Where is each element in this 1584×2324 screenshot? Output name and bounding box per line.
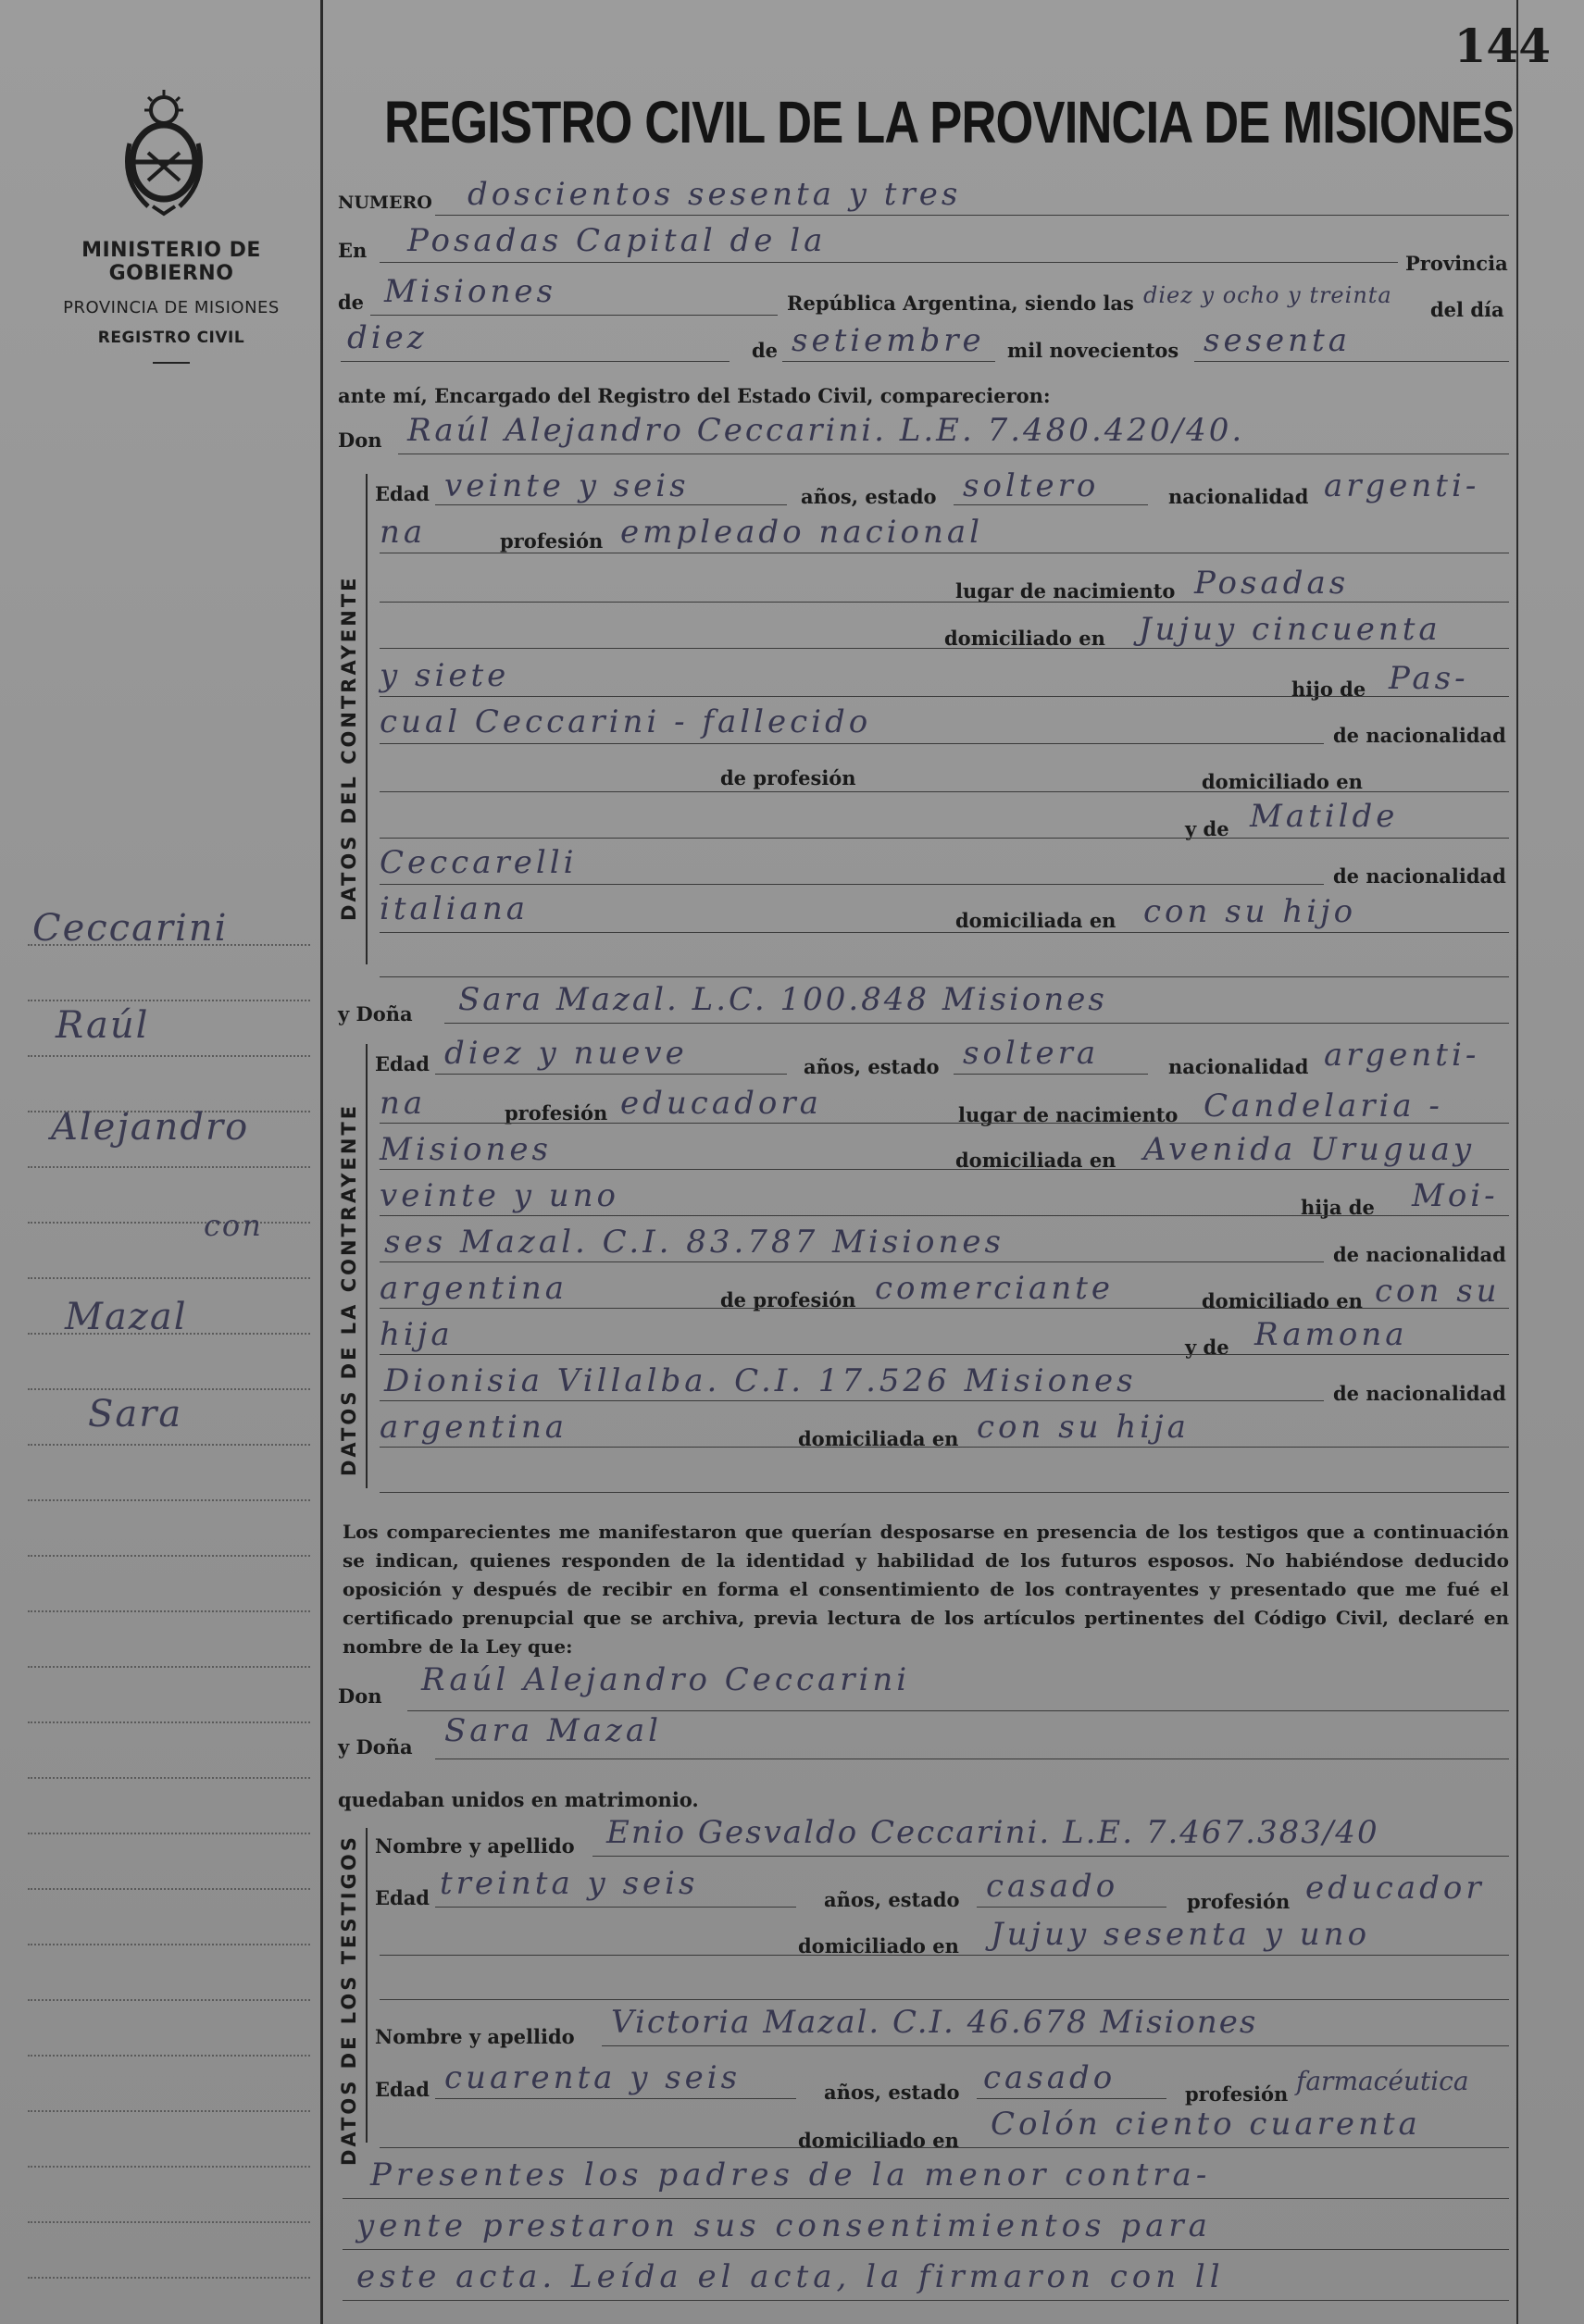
label-edad: Edad — [375, 482, 430, 505]
groom-section-label: DATOS DEL CONTRAYENTE — [338, 575, 360, 921]
label-decl-dona: y Doña — [338, 1735, 413, 1759]
rule — [602, 2045, 1509, 2046]
rule — [435, 215, 1509, 216]
label-de-mes: de — [752, 339, 779, 362]
rule — [977, 1907, 1166, 1908]
entry-f-estado: soltera — [963, 1035, 1100, 1072]
rule — [954, 504, 1148, 505]
entry-dia: diez — [347, 319, 428, 356]
entry-padre: cual Ceccarini - fallecido — [380, 703, 872, 740]
label-decl-don: Don — [338, 1684, 382, 1708]
rule — [380, 1955, 1509, 1956]
label-en: En — [338, 239, 368, 262]
entry-dona: Sara Mazal. L.C. 100.848 Misiones — [458, 981, 1107, 1018]
entry-t1-nombre: Enio Gesvaldo Ceccarini. L.E. 7.467.383/40 — [606, 1814, 1379, 1851]
entry-edad: veinte y seis — [444, 467, 690, 504]
label-mil: mil novecientos — [1007, 339, 1179, 362]
bride-section-label: DATOS DE LA CONTRAYENTE — [338, 1102, 360, 1476]
entry-t2-dom: Colón ciento cuarenta — [991, 2106, 1421, 2143]
label-padre-dom: domiciliado en — [1202, 770, 1363, 793]
rule — [380, 1123, 1509, 1124]
entry-madre: Matilde — [1250, 798, 1399, 835]
entry-mes: setiembre — [792, 322, 985, 359]
entry-lugar-nac: Posadas — [1194, 565, 1350, 602]
label-profesion: profesión — [500, 529, 604, 553]
entry-domicilio: Jujuy cincuenta — [1139, 611, 1441, 648]
entry-f-padre-nac: argentina — [380, 1270, 568, 1307]
entry-provincia: Misiones — [384, 273, 556, 310]
rule — [380, 262, 1398, 263]
declaration-text: Los comparecientes me manifestaron que querían desposarse en presencia de los testigos que a continuación se indican, quienes responden de la identidad y habilidad de los futuros esposos. No habiéndose deducido oposición y después de recibir en forma el consentimiento de los contrayentes y presentado que me fué el certificado prenupcial que se archiva, previa lectura de los artículos pertinentes del Código Civil, declaré en nombre de la Ley que: — [343, 1521, 1509, 1658]
rule — [343, 2300, 1509, 2301]
label-t2-dom: domiciliado en — [798, 2129, 959, 2152]
observation-line-1: Presentes los padres de la menor contra- — [370, 2156, 1212, 2194]
label-y-dona: y Doña — [338, 1002, 413, 1025]
label-t2-prof: profesión — [1185, 2082, 1289, 2106]
entry-en: Posadas Capital de la — [407, 222, 827, 259]
label-f-domiciliada: domiciliada en — [955, 1149, 1116, 1172]
label-f-lugar: lugar de nacimiento — [958, 1103, 1179, 1126]
entry-t2-estado: casado — [983, 2059, 1116, 2096]
label-padre-nac: de nacionalidad — [1333, 724, 1506, 747]
label-hija-de: hija de — [1301, 1196, 1375, 1219]
label-anos-estado: años, estado — [801, 485, 937, 508]
bride-bracket — [366, 1044, 368, 1488]
label-f-nacionalidad: nacionalidad — [1168, 1055, 1309, 1078]
rule — [380, 1447, 1509, 1448]
right-border — [1516, 0, 1518, 2324]
entry-f-padre-prof: comerciante — [875, 1270, 1114, 1307]
rule — [380, 2147, 1509, 2148]
label-ante: ante mí, Encargado del Registro del Estado Civil, comparecieron: — [338, 384, 1051, 407]
label-t1-estado: años, estado — [824, 1888, 960, 1911]
divider — [153, 362, 190, 364]
document-title: REGISTRO CIVIL DE LA PROVINCIA DE MISIONES — [384, 89, 1515, 155]
observation-line-3: este acta. Leída el acta, la firmaron con ll — [356, 2258, 1225, 2295]
entry-hora: diez y ocho y treinta — [1143, 282, 1392, 308]
office-name: REGISTRO CIVIL — [97, 329, 245, 347]
rule — [380, 1215, 1509, 1216]
label-f-profesion: profesión — [505, 1101, 608, 1125]
label-quedaban: quedaban unidos en matrimonio. — [338, 1788, 699, 1811]
rule — [1194, 361, 1509, 362]
entry-f-edad: diez y nueve — [444, 1035, 688, 1072]
label-f-padre-prof: de profesión — [720, 1288, 856, 1311]
coat-of-arms-icon — [120, 88, 208, 217]
label-t1-dom: domiciliado en — [798, 1934, 959, 1957]
entry-f-domicilio: Avenida Uruguay — [1143, 1131, 1476, 1168]
rule — [380, 838, 1509, 839]
entry-numero: doscientos sesenta y tres — [468, 176, 962, 213]
rule — [380, 1308, 1509, 1309]
entry-t1-prof: educador — [1305, 1870, 1485, 1907]
entry-decl-dona: Sara Mazal — [444, 1712, 663, 1749]
label-del-dia: del día — [1430, 298, 1504, 321]
entry-f-lugar-2: Misiones — [380, 1131, 552, 1168]
rule — [380, 1492, 1509, 1493]
rule — [380, 602, 1509, 603]
entry-f-domicilio-2: veinte y uno — [380, 1177, 619, 1214]
label-nacionalidad: nacionalidad — [1168, 485, 1309, 508]
entry-hijo-de: Pas- — [1389, 660, 1469, 697]
label-t2-estado: años, estado — [824, 2081, 960, 2104]
rule — [407, 1710, 1509, 1711]
entry-t2-edad: cuarenta y seis — [444, 2059, 742, 2096]
province-name: PROVINCIA DE MISIONES — [63, 298, 280, 317]
entry-madre-nac: italiana — [380, 890, 529, 927]
label-lugar-nac: lugar de nacimiento — [955, 579, 1176, 603]
entry-f-nacionalidad-2: na — [380, 1085, 427, 1122]
label-f-y-de: y de — [1185, 1336, 1229, 1359]
label-f-edad: Edad — [375, 1052, 430, 1075]
groom-bracket — [366, 474, 368, 964]
rule — [977, 2098, 1166, 2099]
entry-f-profesion: educadora — [620, 1085, 822, 1122]
rule — [380, 648, 1509, 649]
entry-f-padre: ses Mazal. C.I. 83.787 Misiones — [384, 1224, 1004, 1261]
entry-nacionalidad: argenti- — [1324, 467, 1480, 504]
entry-t2-prof: farmacéutica — [1296, 2066, 1469, 2096]
margin-note-second-name: Alejandro — [51, 1106, 250, 1149]
margin-note-first-name: Raúl — [56, 1004, 150, 1047]
entry-t1-dom: Jujuy sesenta y uno — [991, 1916, 1371, 1953]
rule — [341, 361, 730, 362]
label-f-anos-estado: años, estado — [804, 1055, 940, 1078]
entry-madre-2: Ceccarelli — [380, 844, 578, 881]
folio-number: 144 — [1453, 19, 1551, 73]
rule — [435, 1907, 796, 1908]
label-padre-prof: de profesión — [720, 766, 856, 789]
entry-profesion: empleado nacional — [620, 514, 984, 551]
label-y-de: y de — [1185, 817, 1229, 840]
entry-t2-nombre: Victoria Mazal. C.I. 46.678 Misiones — [611, 2004, 1258, 2041]
label-t2-nombre: Nombre y apellido — [375, 2025, 575, 2048]
rule — [592, 1856, 1509, 1857]
ministry-heading — [19, 239, 324, 364]
entry-t1-estado: casado — [986, 1868, 1119, 1905]
rule — [782, 361, 995, 362]
entry-f-madre-nac: argentina — [380, 1409, 568, 1446]
rule — [380, 1400, 1324, 1401]
label-t1-edad: Edad — [375, 1886, 430, 1909]
entry-f-madre-dom: con su hija — [977, 1409, 1190, 1446]
rule — [380, 976, 1509, 977]
entry-estado: soltero — [963, 467, 1100, 504]
rule — [444, 1023, 1509, 1024]
rule — [435, 504, 787, 505]
rule — [380, 932, 1509, 933]
entry-madre-dom: con su hijo — [1143, 893, 1357, 930]
label-t2-edad: Edad — [375, 2078, 430, 2101]
entry-f-padre-dom-2: hija — [380, 1316, 454, 1353]
entry-t1-edad: treinta y seis — [440, 1865, 699, 1902]
witnesses-bracket — [366, 1828, 368, 2143]
rule — [380, 1354, 1509, 1355]
rule — [343, 2249, 1509, 2250]
entry-domicilio-2: y siete — [380, 657, 510, 694]
rule — [435, 1074, 787, 1075]
label-f-padre-dom: domiciliado en — [1202, 1289, 1363, 1312]
witnesses-section-label: DATOS DE LOS TESTIGOS — [338, 1834, 360, 2166]
margin-note-spouse-name: Sara — [88, 1393, 183, 1435]
entry-f-nacionalidad: argenti- — [1324, 1037, 1480, 1074]
rule — [380, 884, 1324, 885]
entry-f-madre: Ramona — [1254, 1316, 1408, 1353]
rule — [954, 1074, 1148, 1075]
rule — [435, 2098, 796, 2099]
label-numero: NUMERO — [338, 193, 432, 213]
entry-f-lugar: Candelaria - — [1204, 1087, 1443, 1125]
rule — [380, 1169, 1509, 1170]
entry-f-padre-dom: con su — [1375, 1273, 1501, 1310]
label-f-madre-dom: domiciliada en — [798, 1427, 959, 1450]
rule — [370, 315, 778, 316]
rule — [380, 696, 1509, 697]
label-t1-nombre: Nombre y apellido — [375, 1834, 575, 1858]
ministry-name: MINISTERIO DE GOBIERNO — [81, 239, 261, 285]
label-provincia: Provincia — [1405, 252, 1508, 275]
rule — [380, 743, 1324, 744]
margin-note-spouse-surname: Mazal — [65, 1296, 188, 1338]
label-hijo-de: hijo de — [1291, 677, 1366, 701]
entry-nacionalidad-2: na — [380, 514, 427, 551]
label-t1-prof: profesión — [1187, 1890, 1291, 1913]
label-domiciliado: domiciliado en — [944, 627, 1105, 650]
label-don: Don — [338, 429, 382, 452]
rule — [343, 2198, 1509, 2199]
entry-don: Raúl Alejandro Ceccarini. L.E. 7.480.420/40. — [407, 412, 1245, 449]
entry-decl-don: Raúl Alejandro Ceccarini — [421, 1661, 911, 1698]
observation-line-2: yente prestaron sus consentimientos para — [356, 2207, 1212, 2244]
label-madre-dom: domiciliada en — [955, 909, 1116, 932]
rule — [380, 1999, 1509, 2000]
rule — [380, 1261, 1324, 1262]
rule — [380, 791, 1509, 792]
label-madre-nac: de nacionalidad — [1333, 864, 1506, 888]
label-republica: República Argentina, siendo las — [787, 292, 1134, 315]
label-f-padre-nac: de nacionalidad — [1333, 1243, 1506, 1266]
label-de: de — [338, 291, 365, 314]
entry-f-hija-de: Moi- — [1412, 1177, 1499, 1214]
entry-anio: sesenta — [1204, 322, 1351, 359]
label-f-madre-nac: de nacionalidad — [1333, 1382, 1506, 1405]
margin-note-surname: Ceccarini — [32, 907, 229, 950]
margin-note-con: con — [204, 1208, 263, 1243]
entry-f-madre-2: Dionisia Villalba. C.I. 17.526 Misiones — [384, 1362, 1137, 1399]
